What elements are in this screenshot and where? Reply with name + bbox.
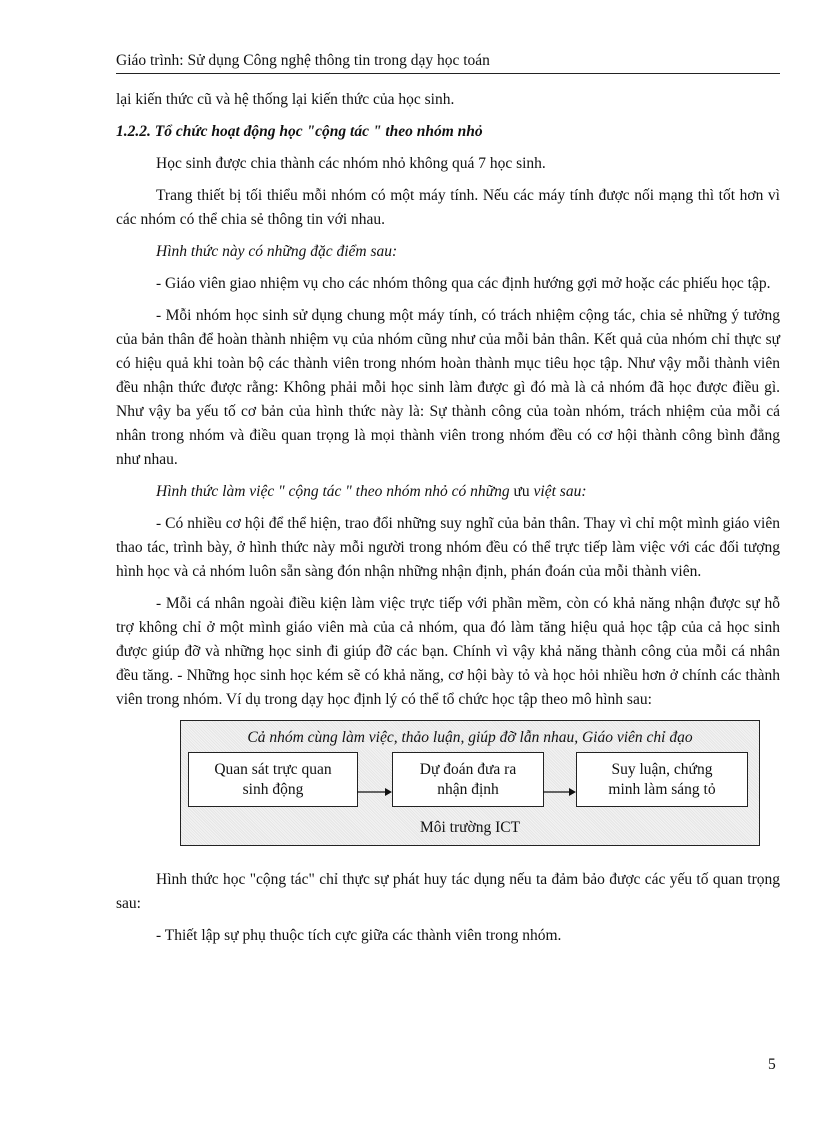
diagram-box-prove [576, 752, 748, 807]
arrow-right-icon [543, 786, 577, 798]
paragraph-italic-part: việt sau: [529, 483, 587, 500]
box-line: Quan sát trực quan [214, 760, 332, 778]
page-content [116, 88, 780, 956]
paragraph: Hình thức này có những đặc điểm sau: [156, 243, 398, 260]
diagram-box-predict [392, 752, 544, 807]
page-number: 5 [768, 1056, 776, 1073]
page-header: Giáo trình: Sử dụng Công nghệ thông tin trong dạy học toán [116, 52, 780, 74]
section-heading: 1.2.2. Tổ chức hoạt động học "cộng tác " theo nhóm nhỏ [116, 123, 483, 140]
diagram-box-observe [188, 752, 358, 807]
box-line: sinh động [242, 780, 304, 798]
learning-model-diagram [180, 720, 760, 846]
paragraph: - Mỗi cá nhân ngoài điều kiện làm việc trực tiếp với phần mềm, còn có khả năng nhận được sự hỗ trợ không chỉ ở một mình giáo viên mà của cả nhóm, qua đó làm tăng hiệu quả học tập của cả học sinh được giúp đỡ và những học sinh đi giúp đỡ các bạn. Chính vì vậy khả năng thành công của mỗi cá nhân đều tăng. - Những học sinh học kém sẽ có khả năng, cơ hội bày tỏ và học hỏi nhiều hơn ở chính các thành viên trong nhóm. Ví dụ trong dạy học định lý có thể tổ chức học tập theo mô hình sau: [116, 595, 780, 708]
paragraph: Trang thiết bị tối thiểu mỗi nhóm có một máy tính. Nếu các máy tính được nối mạng thì tốt hơn vì các nhóm có thể chia sẻ thông tin với nhau. [116, 187, 780, 228]
paragraph: Hình thức học "cộng tác" chỉ thực sự phát huy tác dụng nếu ta đảm bảo được các yếu tố quan trọng sau: [116, 871, 780, 912]
paragraph: - Có nhiều cơ hội để thể hiện, trao đổi những suy nghĩ của bản thân. Thay vì chỉ một mình giáo viên thao tác, trình bày, ở hình thức này mỗi người trong nhóm đều có thể trực tiếp làm việc với các đối tượng hình học và cả nhóm luôn sẵn sàng đón nhận những nhận định, phán đoán của mỗi thành viên. [116, 515, 780, 580]
paragraph [116, 480, 780, 504]
box-line: Suy luận, chứng [611, 760, 713, 778]
paragraph-normal-part: ưu [513, 483, 530, 500]
paragraph: - Mỗi nhóm học sinh sử dụng chung một máy tính, có trách nhiệm cộng tác, chia sẻ những ý tưởng của bản thân để hoàn thành nhiệm vụ của nhóm cũng như của mỗi bản thân. Kết quả của nhóm chỉ thực sự có hiệu quả khi toàn bộ các thành viên trong nhóm hoàn thành mục tiêu học tập. Như vậy mỗi thành viên đều nhận thức được rằng: Không phải mỗi học sinh làm được gì đó mà là cả nhóm đã học được điều gì. Như vậy ba yếu tố cơ bản của hình thức này là: Sự thành công của toàn nhóm, trách nhiệm của mỗi cá nhân trong nhóm và điều quan trọng là mọi thành viên trong nhóm đều có cơ hội thành công bình đẳng như nhau. [116, 307, 780, 468]
paragraph-italic-part: Hình thức làm việc " cộng tác " theo nhóm nhỏ có những [156, 483, 514, 500]
box-line: Dự đoán đưa ra [419, 760, 517, 778]
paragraph: - Thiết lập sự phụ thuộc tích cực giữa các thành viên trong nhóm. [156, 927, 562, 944]
paragraph: lại kiến thức cũ và hệ thống lại kiến thức của học sinh. [116, 91, 455, 108]
paragraph: - Giáo viên giao nhiệm vụ cho các nhóm thông qua các định hướng gợi mở hoặc các phiếu học tập. [156, 275, 771, 292]
diagram-top-caption: Cả nhóm cùng làm việc, thảo luận, giúp đỡ lẫn nhau, Giáo viên chỉ đạo [247, 729, 693, 746]
box-line: minh làm sáng tỏ [608, 780, 716, 798]
paragraph: Học sinh được chia thành các nhóm nhỏ không quá 7 học sinh. [156, 155, 546, 172]
diagram-bottom-caption: Môi trường ICT [419, 819, 521, 836]
box-line: nhận định [437, 780, 499, 798]
arrow-right-icon [357, 786, 393, 798]
